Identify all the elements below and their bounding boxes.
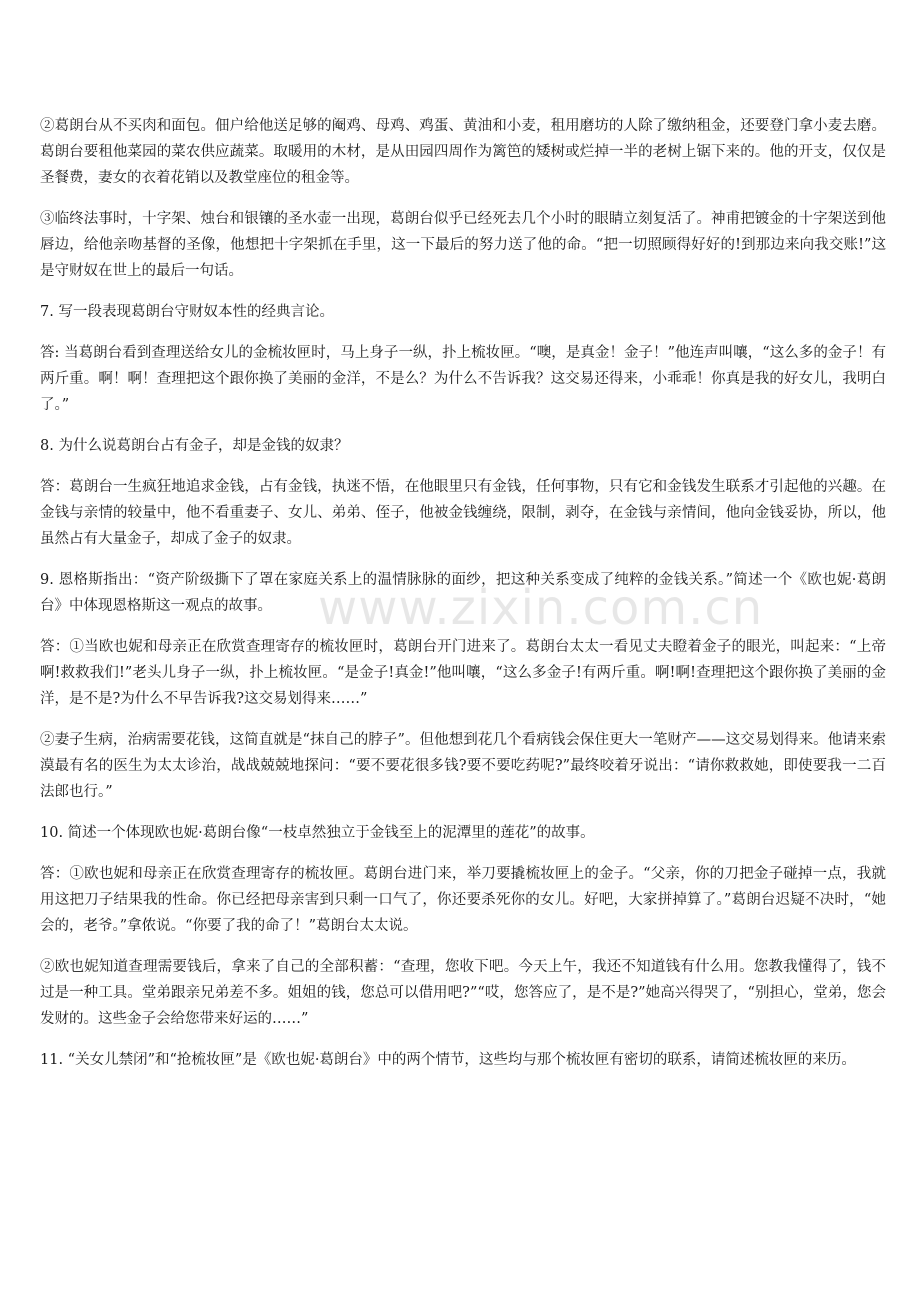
- answer-7: 答: 当葛朗台看到查理送给女儿的金梳妆匣时，马上身子一纵，扑上梳妆匣。“噢，是真金！金子！”他连声叫嚷，“这么多的金子！有两斤重。啊！啊！查理把这个跟你换了美丽的金洋，不是么？为什么不告诉我？这交易还得来，小乖乖！你真是我的好女儿，我明白了。”: [40, 345, 886, 413]
- question-9: 9. 恩格斯指出：“资产阶级撕下了罩在家庭关系上的温情脉脉的面纱，把这种关系变成了纯粹的金钱关系。”简述一个《欧也妮·葛朗台》中体现恩格斯这一观点的故事。: [40, 572, 886, 614]
- paragraph-grandet-frugality: ②葛朗台从不买肉和面包。佃户给他送足够的阉鸡、母鸡、鸡蛋、黄油和小麦，租用磨坊的人除了缴纳租金，还要登门拿小麦去磨。葛朗台要租他菜园的菜农供应蔬菜。取暖用的木材，是从田园四周作为篱笆的矮树或烂掉一半的老树上锯下来的。他的开支，仅仅是圣餐费，妻女的衣着花销以及教堂座位的租金等。: [40, 118, 886, 186]
- answer-10-part-1: 答：①欧也妮和母亲正在欣赏查理寄存的梳妆匣。葛朗台进门来，举刀要撬梳妆匣上的金子。“父亲，你的刀把金子碰掉一点，我就用这把刀子结果我的性命。你已经把母亲害到只剩一口气了，你还要杀死你的女儿。好吧，大家拼掉算了。”葛朗台迟疑不决时，“她会的，老爷。”拿侬说。“你要了我的命了！”葛朗台太太说。: [40, 866, 886, 934]
- question-8: 8. 为什么说葛朗台占有金子，却是金钱的奴隶？: [40, 438, 349, 454]
- answer-9-part-2: ②妻子生病，治病需要花钱，这简直就是“抹自己的脖子”。但他想到花几个看病钱会保住更大一笔财产——这交易划得来。他请来索漠最有名的医生为太太诊治，战战兢兢地探问：“要不要花很多钱?要不要吃药呢?”最终咬着牙说出：“请你救救她，即使要我一二百法郎也行。”: [40, 732, 886, 800]
- question-11: 11. “关女儿禁闭”和“抢梳妆匣”是《欧也妮·葛朗台》中的两个情节，这些均与那个梳妆匣有密切的联系，请简述梳妆匣的来历。: [40, 1052, 856, 1068]
- site-watermark: www.zixin.com.cn: [318, 580, 764, 636]
- answer-10-part-2: ②欧也妮知道查理需要钱后，拿来了自己的全部积蓄：“查理，您收下吧。今天上午，我还不知道钱有什么用。您教我懂得了，钱不过是一种工具。堂弟跟亲兄弟差不多。姐姐的钱，您总可以借用吧?”“哎，您答应了，是不是?”她高兴得哭了，“别担心，堂弟，您会发财的。这些金子会给您带来好运的……”: [40, 959, 886, 1027]
- question-7: 7. 写一段表现葛朗台守财奴本性的经典言论。: [40, 304, 334, 320]
- question-10: 10. 简述一个体现欧也妮·葛朗台像“一枝卓然独立于金钱至上的泥潭里的莲花”的故事。: [40, 825, 595, 841]
- answer-9-part-1: 答：①当欧也妮和母亲正在欣赏查理寄存的梳妆匣时，葛朗台开门进来了。葛朗台太太一看见丈夫瞪着金子的眼光，叫起来：“上帝啊!救救我们!”老头儿身子一纵，扑上梳妆匣。“是金子!真金!”他叫嚷，“这么多金子!有两斤重。啊!啊!查理把这个跟你换了美丽的金洋，是不是?为什么不早告诉我?这交易划得来……”: [40, 639, 886, 707]
- paragraph-grandet-deathbed: ③临终法事时，十字架、烛台和银镶的圣水壶一出现，葛朗台似乎已经死去几个小时的眼睛立刻复活了。神甫把镀金的十字架送到他唇边，给他亲吻基督的圣像，他想把十字架抓在手里，这一下最后的努力送了他的命。“把一切照顾得好好的!到那边来向我交账!”这是守财奴在世上的最后一句话。: [40, 211, 886, 279]
- answer-8: 答：葛朗台一生疯狂地追求金钱，占有金钱，执迷不悟，在他眼里只有金钱，任何事物，只有它和金钱发生联系才引起他的兴趣。在金钱与亲情的较量中，他不看重妻子、女儿、弟弟、侄子，他被金钱缠绕，限制，剥夺，在金钱与亲情间，他向金钱妥协，所以，他虽然占有大量金子，却成了金子的奴隶。: [40, 479, 886, 547]
